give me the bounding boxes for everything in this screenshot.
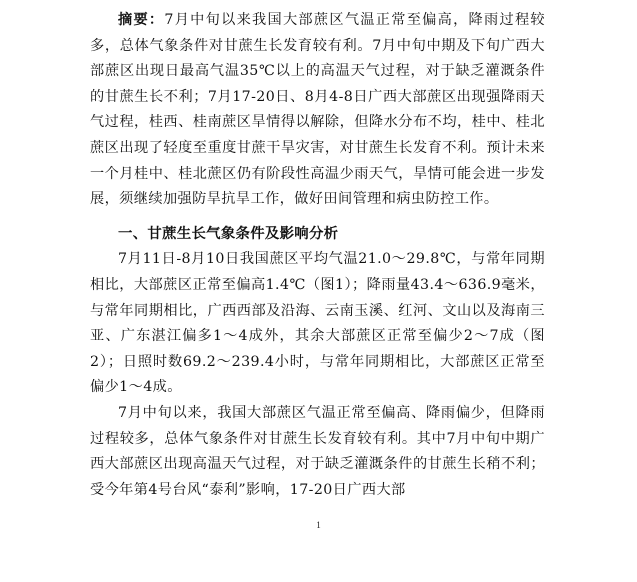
page-number: 1 bbox=[316, 520, 321, 530]
section-heading: 一、甘蔗生长气象条件及影响分析 bbox=[118, 225, 339, 242]
section-paragraph-2: 7月中旬以来，我国大部蔗区气温正常至偏高、降雨偏少，但降雨过程较多，总体气象条件对甘蔗生长发育较有利。其中7月中旬中期广西大部蔗区出现高温天气过程，对于缺乏灌溉条件的甘蔗生长稍不利；受今年第4号台风“泰利”影响，17-20日广西大部 bbox=[90, 404, 545, 498]
abstract-label: 摘要： bbox=[118, 12, 165, 28]
section-paragraph-1: 7月11日-8月10日我国蔗区平均气温21.0～29.8℃，与常年同期相比，大部蔗区正常至偏高1.4℃（图1）；降雨量43.4～636.9毫米，与常年同期相比，广西西部及沿海、云南玉溪、红河、文山以及海南三亚、广东湛江偏多1～4成外，其余大部蔗区正常至偏少2～7成（图2）；日照时数69.2～239.4小时，与常年同期相比，大部蔗区正常至偏少1～4成。 bbox=[90, 251, 545, 396]
abstract-paragraph bbox=[90, 8, 545, 213]
abstract-text: 7月中旬以来我国大部蔗区气温正常至偏高，降雨过程较多，总体气象条件对甘蔗生长发育较有利。7月中旬中期及下旬广西大部蔗区出现日最高气温35℃以上的高温天气过程，对于缺乏灌溉条件的甘蔗生长不利；7月17-20日、8月4-8日广西大部蔗区出现强降雨天气过程，桂西、桂南蔗区旱情得以解除，但降水分布不均，桂中、桂北蔗区出现了轻度至重度甘蔗干旱灾害，对甘蔗生长发育不利。预计未来一个月桂中、桂北蔗区仍有阶段性高温少雨天气，旱情可能会进一步发展，须继续加强防旱抗旱工作，做好田间管理和病虫防控工作。 bbox=[90, 12, 546, 208]
document-body bbox=[90, 8, 545, 503]
